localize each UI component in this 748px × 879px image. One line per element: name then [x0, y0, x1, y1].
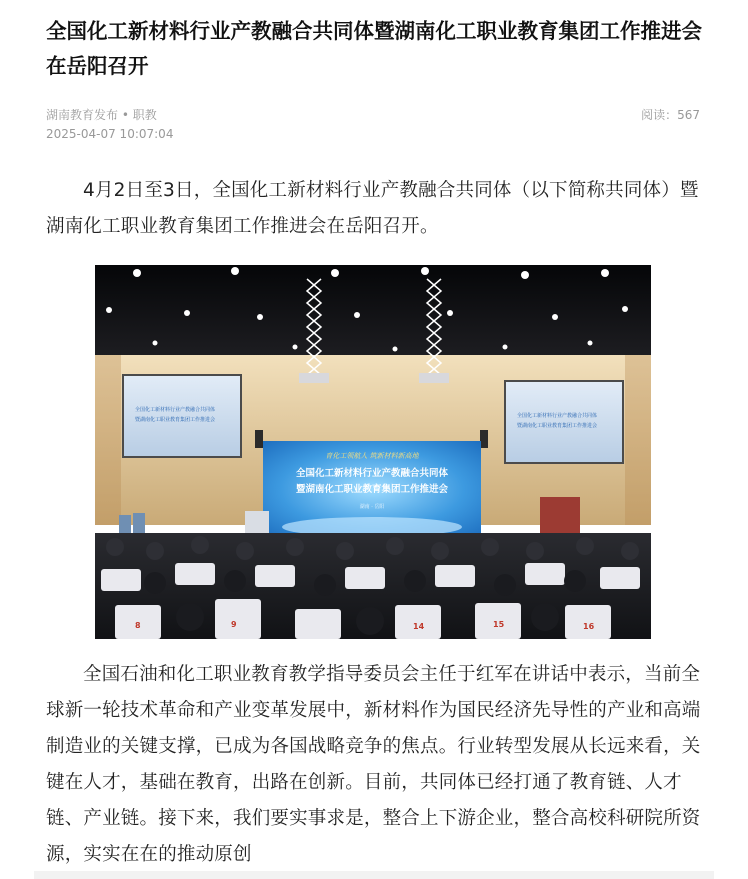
seat-number: 14: [413, 622, 425, 631]
left-side-screen: [123, 375, 241, 457]
article-date: 2025-04-07 10:07:04: [46, 127, 174, 141]
conference-photo: [95, 265, 651, 639]
article-source[interactable]: 湖南教育发布 • 职教: [46, 108, 157, 122]
article-title: 全国化工新材料行业产教融合共同体暨湖南化工职业教育集团工作推进会在岳阳召开: [46, 19, 702, 78]
seat-number: 16: [583, 622, 595, 631]
seat-number: 9: [231, 620, 237, 629]
right-side-screen: [505, 381, 623, 463]
seat-number: 15: [493, 620, 505, 629]
svg-text:暨湖南化工职业教育集团工作推进会: 暨湖南化工职业教育集团工作推进会: [135, 417, 216, 423]
read-count: 阅读：567: [641, 108, 700, 122]
seat-number: 8: [135, 621, 141, 630]
ceiling: [95, 265, 651, 360]
article-meta: [46, 106, 173, 144]
screen-slogan: 育化工领航人 筑新材料新高地: [325, 452, 419, 460]
svg-text:全国化工新材料行业产教融合共同体: 全国化工新材料行业产教融合共同体: [517, 413, 598, 419]
screen-line-2: 暨湖南化工职业教育集团工作推进会: [295, 484, 449, 495]
bottom-bar: [34, 871, 714, 879]
paragraph-1: 4月2日至3日，全国化工新材料行业产教融合共同体（以下简称共同体）暨湖南化工职业教育集团工作推进会在岳阳召开。: [46, 180, 699, 237]
screen-small-text: 湖南 · 岳阳: [359, 504, 385, 510]
svg-text:暨湖南化工职业教育集团工作推进会: 暨湖南化工职业教育集团工作推进会: [517, 423, 598, 429]
paragraph-2: 全国石油和化工职业教育教学指导委员会主任于红军在讲话中表示，当前全球新一轮技术革命和产业变革发展中，新材料作为国民经济先导性的产业和高端制造业的关键支撑，已成为各国战略竞争的焦点。行业转型发展从长远来看，关键在人才，基础在教育，出路在创新。目前，共同体已经打通了教育链、人才链、产业链。接下来，我们要实事求是，整合上下游企业，整合高校科研院所资源，实实在在的推动原创: [46, 664, 701, 865]
screen-line-1: 全国化工新材料行业产教融合共同体: [295, 468, 449, 479]
svg-text:全国化工新材料行业产教融合共同体: 全国化工新材料行业产教融合共同体: [135, 407, 216, 413]
